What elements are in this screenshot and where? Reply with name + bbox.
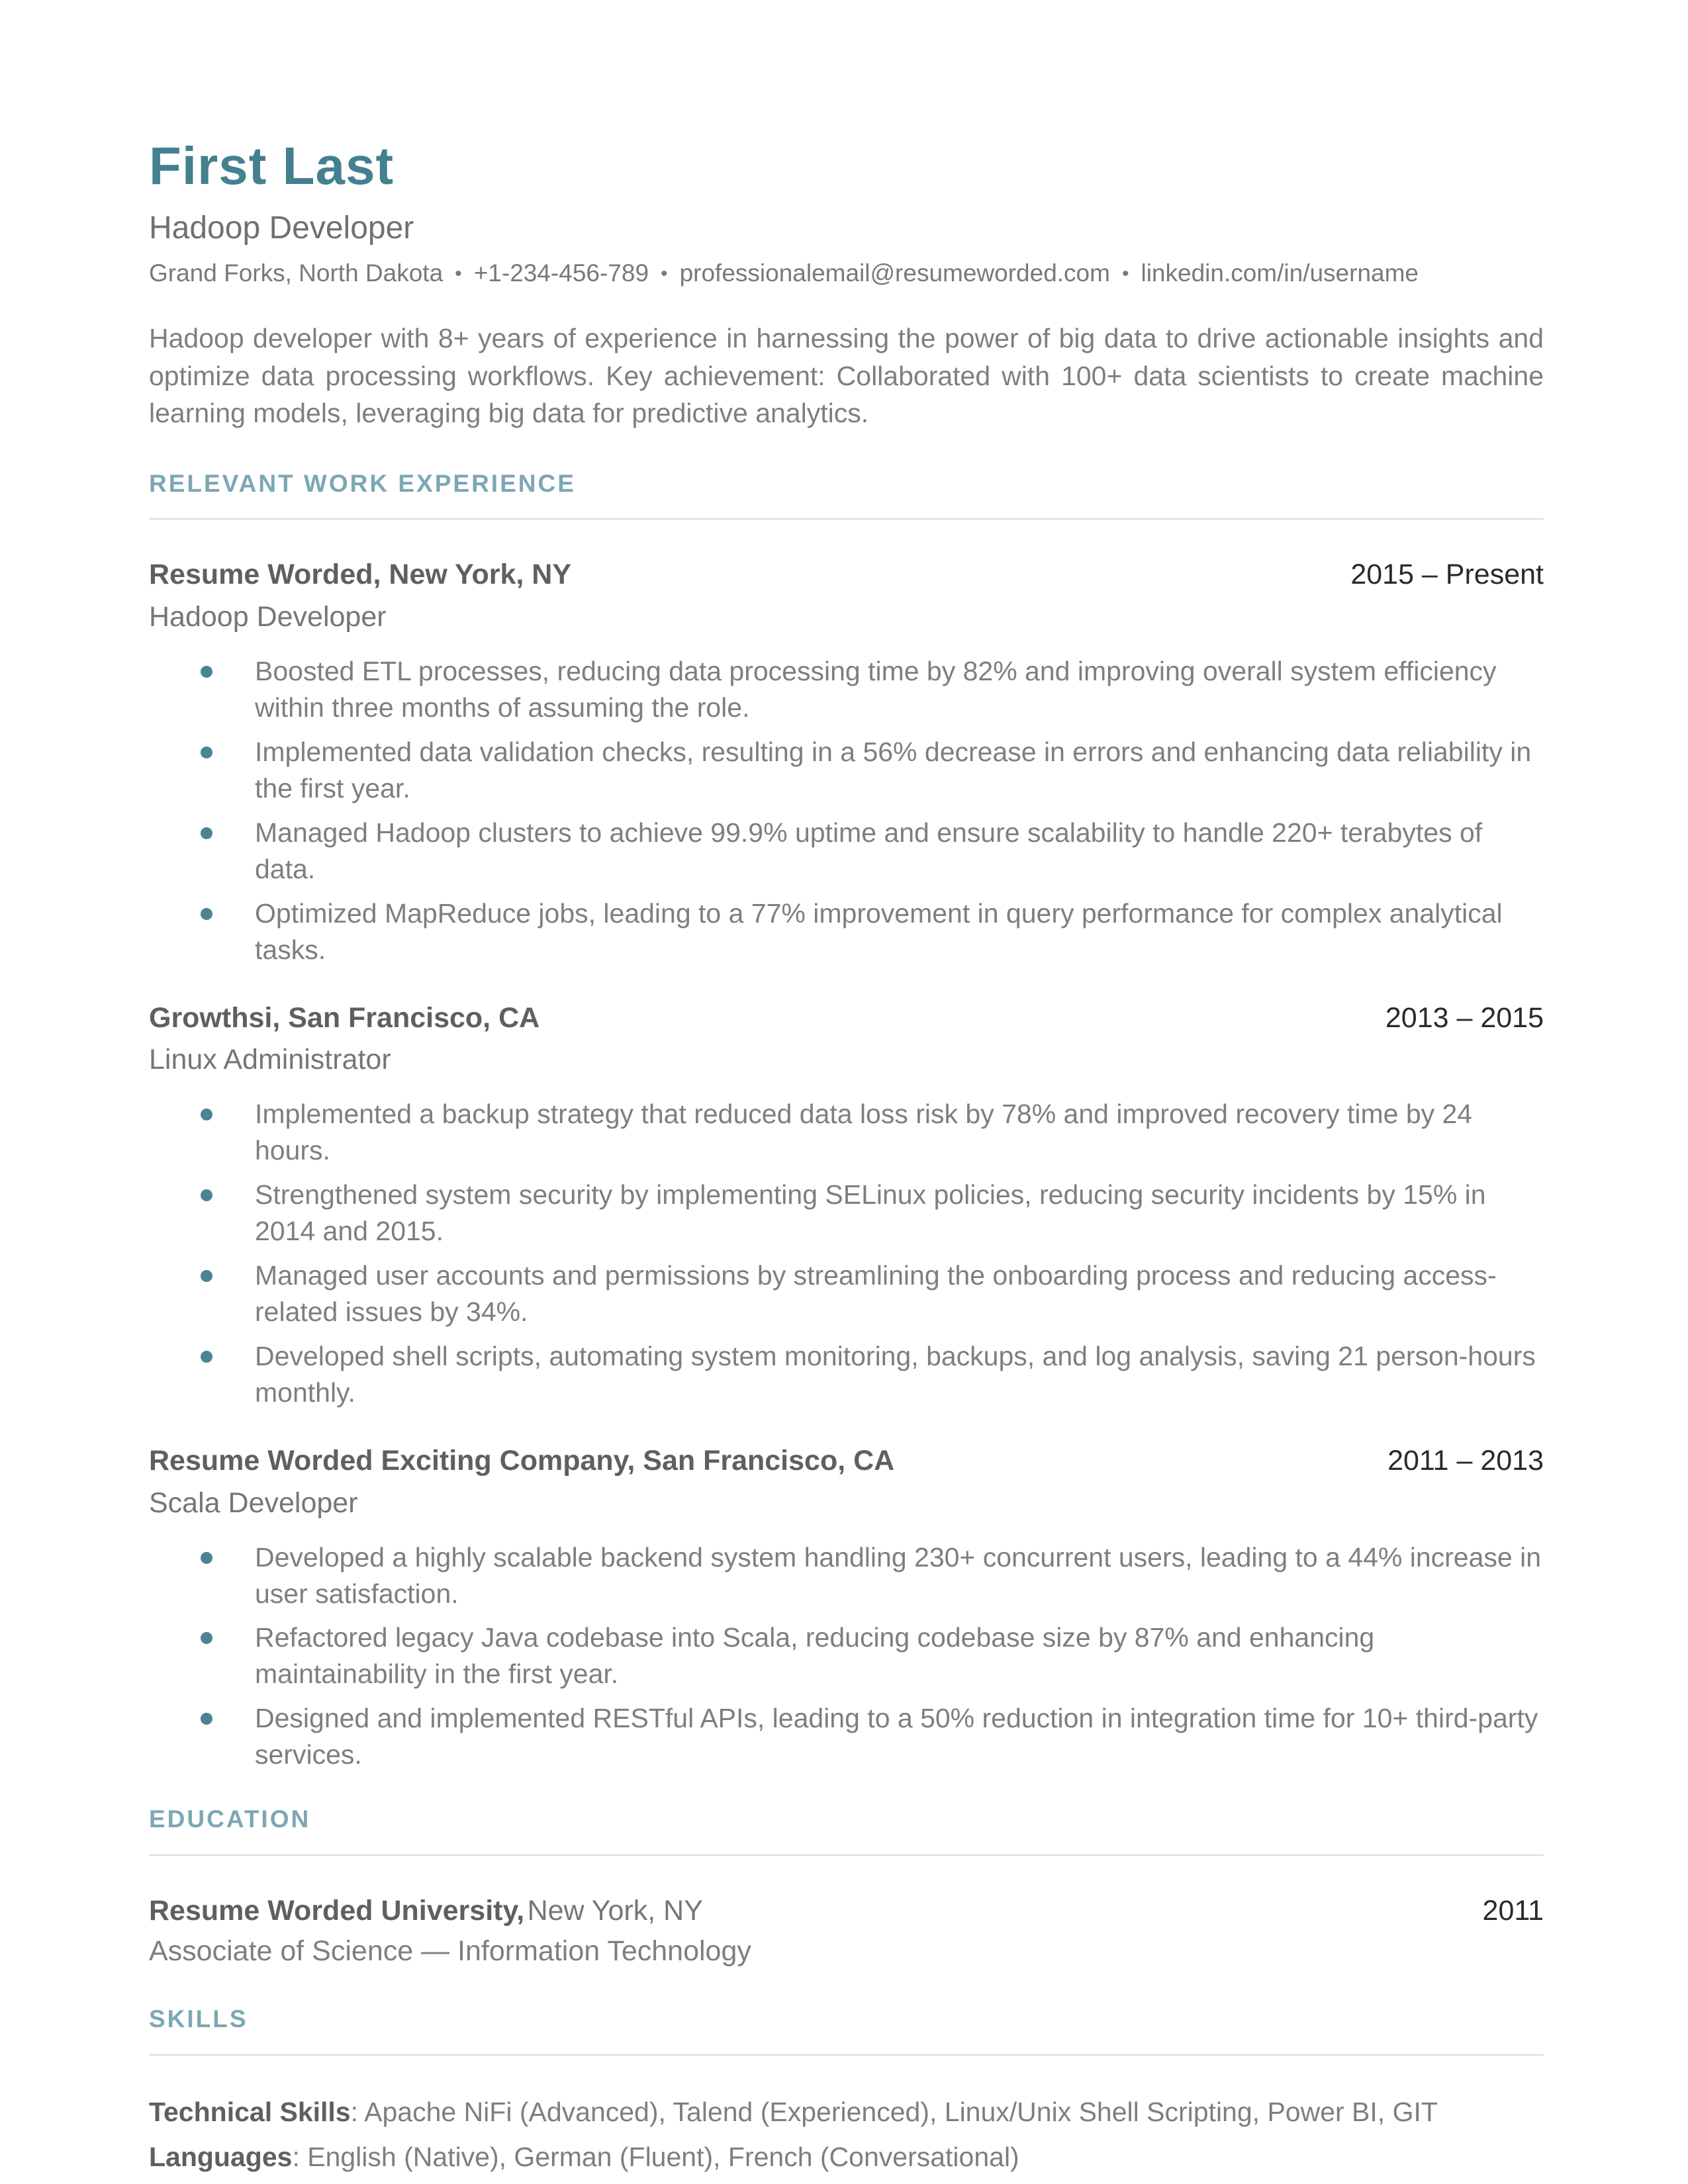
contact-line (149, 257, 1544, 289)
languages-value: : English (Native), German (Fluent), French (Conversational) (292, 2141, 1019, 2172)
bullet-item: Strengthened system security by implementing SELinux policies, reducing security incidents by 15% in 2014 and 2015. (149, 1177, 1544, 1250)
job-header-row (149, 1443, 1544, 1480)
contact-phone: +1-234-456-789 (473, 259, 649, 287)
contact-email: professionalemail@resumeworded.com (679, 259, 1110, 287)
degree-line: Associate of Science — Information Technology (149, 1935, 751, 1968)
languages-line (149, 2138, 1544, 2176)
job-entry (149, 557, 1544, 968)
company-name: Growthsi, San Francisco, CA (149, 1001, 540, 1034)
job-role: Scala Developer (149, 1486, 358, 1519)
contact-separator-dot: • (455, 263, 462, 285)
job-header-row (149, 557, 1544, 594)
bullet-item: Refactored legacy Java codebase into Scala, reducing codebase size by 87% and enhancing maintainability in the first year. (149, 1619, 1544, 1692)
job-entry (149, 1443, 1544, 1773)
bullet-item: Managed Hadoop clusters to achieve 99.9% uptime and ensure scalability to handle 220+ terabytes of data. (149, 815, 1544, 887)
contact-linkedin: linkedin.com/in/username (1141, 259, 1419, 287)
section-divider (149, 1854, 1544, 1856)
company-name: Resume Worded, New York, NY (149, 559, 572, 591)
section-heading-skills: SKILLS (149, 2005, 248, 2033)
bullet-list (149, 1539, 1544, 1774)
languages-label: Languages (149, 2141, 293, 2172)
education-year: 2011 (1482, 1894, 1544, 1927)
bullet-item: Developed a highly scalable backend system handling 230+ concurrent users, leading to a 44% increase in user satisfaction. (149, 1539, 1544, 1612)
school-location: New York, NY (527, 1894, 703, 1927)
company-name: Resume Worded Exciting Company, San Francisco, CA (149, 1444, 895, 1477)
job-dates: 2011 – 2013 (1387, 1444, 1544, 1477)
school-name: Resume Worded University, (149, 1894, 525, 1927)
job-dates: 2015 – Present (1350, 559, 1544, 591)
section-divider (149, 518, 1544, 520)
technical-skills-line (149, 2093, 1544, 2131)
technical-skills-value: : Apache NiFi (Advanced), Talend (Experienced), Linux/Unix Shell Scripting, Power BI, GIT (350, 2096, 1438, 2127)
bullet-item: Developed shell scripts, automating system monitoring, backups, and log analysis, saving 21 person-hours monthly. (149, 1338, 1544, 1411)
bullet-item: Optimized MapReduce jobs, leading to a 77% improvement in query performance for complex analytical tasks. (149, 895, 1544, 968)
professional-summary: Hadoop developer with 8+ years of experience in harnessing the power of big data to drive actionable insights and optimize data processing workflows. Key achievement: Collaborated with 100+ data scientists to create machine learning models, leveraging big data for predictive analytics. (149, 323, 1544, 429)
job-entry (149, 1000, 1544, 1411)
job-header-row (149, 1000, 1544, 1037)
job-dates: 2013 – 2015 (1385, 1001, 1544, 1034)
bullet-item: Managed user accounts and permissions by streamlining the onboarding process and reducing access-related issues by 34%. (149, 1257, 1544, 1330)
contact-separator-dot: • (1121, 263, 1129, 285)
contact-location: Grand Forks, North Dakota (149, 259, 444, 287)
section-heading-education: EDUCATION (149, 1805, 311, 1833)
bullet-item: Implemented a backup strategy that reduced data loss risk by 78% and improved recovery time by 24 hours. (149, 1096, 1544, 1169)
bullet-item: Boosted ETL processes, reducing data processing time by 82% and improving overall system efficiency within three months of assuming the role. (149, 653, 1544, 726)
bullet-list (149, 653, 1544, 968)
job-role: Linux Administrator (149, 1044, 391, 1076)
section-heading-experience: RELEVANT WORK EXPERIENCE (149, 469, 576, 497)
contact-separator-dot: • (661, 263, 668, 285)
person-name: First Last (149, 136, 395, 195)
person-job-title: Hadoop Developer (149, 210, 414, 246)
bullet-item: Designed and implemented RESTful APIs, leading to a 50% reduction in integration time for 10+ third-party services. (149, 1700, 1544, 1773)
bullet-item: Implemented data validation checks, resulting in a 56% decrease in errors and enhancing data reliability in the first year. (149, 734, 1544, 807)
technical-skills-label: Technical Skills (149, 2096, 351, 2127)
bullet-list (149, 1096, 1544, 1411)
education-entry (149, 1893, 1544, 1930)
section-divider (149, 2054, 1544, 2056)
job-role: Hadoop Developer (149, 601, 387, 633)
school-line (149, 1893, 703, 1930)
